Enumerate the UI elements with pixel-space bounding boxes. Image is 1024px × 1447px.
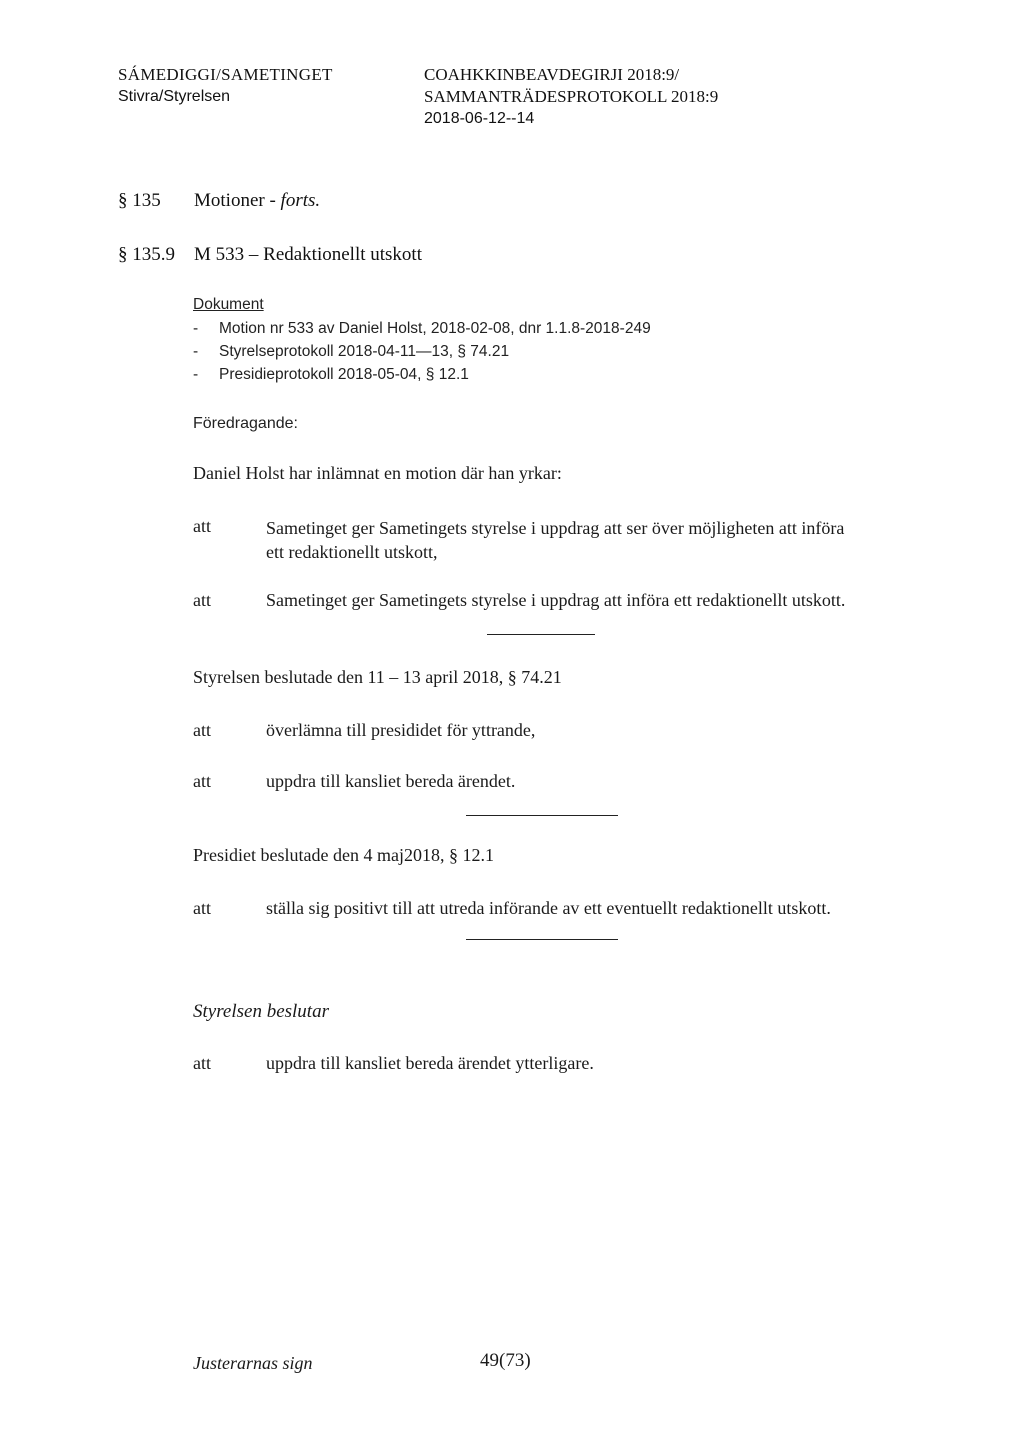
final-decision-heading: Styrelsen beslutar — [193, 1001, 329, 1022]
decision-att-label: att — [193, 898, 211, 918]
presidium-decision-heading: Presidiet beslutade den 4 maj2018, § 12.1 — [193, 845, 494, 865]
page-number: 49(73) — [480, 1350, 531, 1371]
subsection-number: § 135.9 — [118, 244, 175, 265]
org-board: Stivra/Styrelsen — [118, 88, 231, 105]
protocol-title-swedish: SAMMANTRÄDESPROTOKOLL 2018:9 — [424, 87, 719, 106]
decision-att-label: att — [193, 771, 211, 791]
decision-text: överlämna till presididet för yttrande, — [266, 720, 536, 740]
claim-text: Sametinget ger Sametingets styrelse i uppdrag att ser över möjligheten att införa ett redaktionellt utskott, — [266, 518, 845, 562]
decision-text: ställa sig positivt till att utreda införande av ett eventuellt redaktionellt utskott. — [266, 898, 831, 918]
document-item: - Presidieprotokoll 2018-05-04, § 12.1 — [193, 366, 469, 383]
claim-text: Sametinget ger Sametingets styrelse i uppdrag att införa ett redaktionellt utskott. — [266, 590, 846, 610]
protocol-date: 2018-06-12--14 — [424, 110, 535, 127]
claim-att-label: att — [193, 590, 211, 610]
separator-line — [466, 939, 618, 940]
header-org — [118, 64, 333, 108]
section-heading-main — [118, 190, 320, 212]
org-name: SÁMEDIGGI/SAMETINGET — [118, 65, 333, 84]
separator-line — [466, 815, 618, 816]
presenter-label: Föredragande: — [193, 415, 298, 432]
document-item: - Motion nr 533 av Daniel Holst, 2018-02-08, dnr 1.1.8-2018-249 — [193, 320, 651, 337]
signature-label: Justerarnas sign — [193, 1353, 313, 1373]
motion-intro: Daniel Holst har inlämnat en motion där han yrkar: — [193, 463, 562, 483]
decision-text: uppdra till kansliet bereda ärendet ytterligare. — [266, 1053, 594, 1073]
document-item: - Styrelseprotokoll 2018-04-11—13, § 74.21 — [193, 343, 510, 360]
section-title: Motioner - — [194, 190, 281, 211]
claim-att-label: att — [193, 516, 211, 536]
section-title-continued: forts. — [280, 190, 321, 211]
section-heading-sub — [118, 244, 422, 266]
section-number: § 135 — [118, 190, 161, 211]
protocol-title-sami: COAHKKINBEAVDEGIRJI 2018:9/ — [424, 65, 680, 84]
decision-att-label: att — [193, 720, 211, 740]
subsection-title: M 533 – Redaktionellt utskott — [194, 244, 422, 265]
decision-att-label: att — [193, 1053, 211, 1073]
documents-heading: Dokument — [193, 296, 264, 313]
board-decision-heading: Styrelsen beslutade den 11 – 13 april 2018, § 74.21 — [193, 667, 562, 687]
header-protocol — [424, 64, 718, 130]
decision-text: uppdra till kansliet bereda ärendet. — [266, 771, 516, 791]
separator-line — [487, 634, 595, 635]
